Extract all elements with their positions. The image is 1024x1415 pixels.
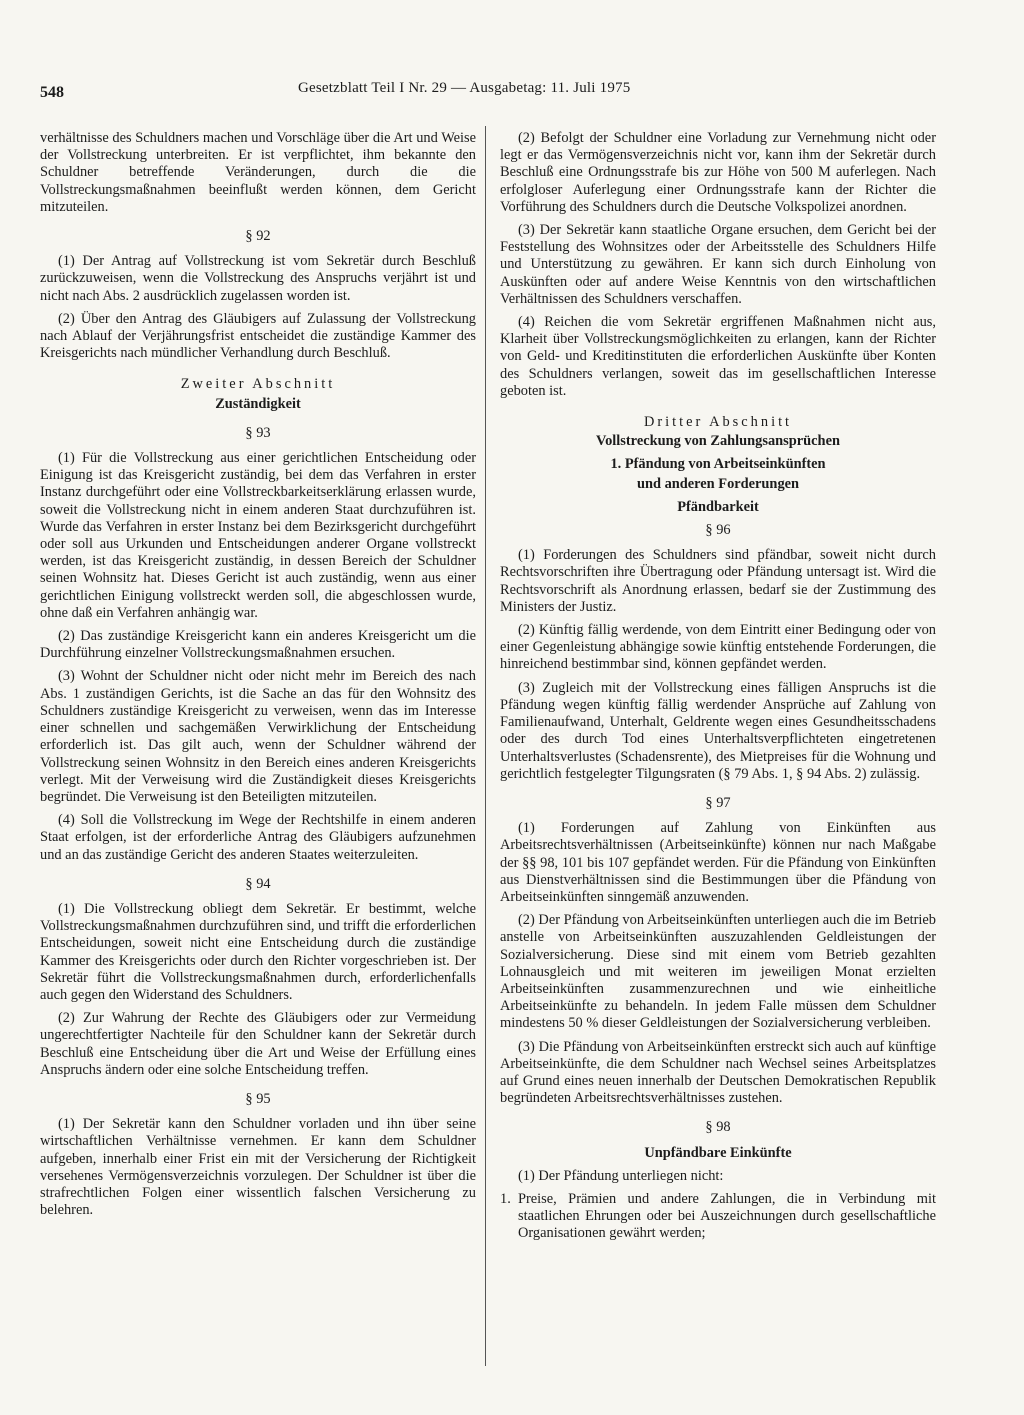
paragraph: (3) Zugleich mit der Vollstreckung eines fälligen Anspruchs ist die Pfändung wegen künftig fällig werdender Ansprüche auf Zahlung von Familienaufwand, Unterhalt, Geldrente wegen eines Gesundheitsschadens oder des durch Tod eines Unterhaltsverpflichteten eingetretenen Unterhaltsverlustes (Schadensrente), des Mietpreises für die Wohnung und gerichtlich festgelegter Tilgungsraten (§ 79 Abs. 1, § 94 Abs. 2) zulässig. <box>500 679 936 782</box>
page-number: 548 <box>40 84 64 101</box>
list-item-number: 1. <box>500 1190 511 1207</box>
paragraph: (3) Der Sekretär kann staatliche Organe ersuchen, dem Gericht bei der Feststellung des Wohnsitzes oder der Arbeitsstelle des Schuldners Hilfe und Unterstützung zu gewähren. Er kann sich durch Einholung von Auskünften oder auf andere Weise Kenntnis von den wirtschaftlichen Verhältnissen des Schuldners verschaffen. <box>500 222 936 307</box>
paragraph: (2) Künftig fällig werdende, von dem Eintritt einer Bedingung oder von einer Gegenleistung abhängige sowie künftig entstehende Forderungen, die hinreichend bestimmbar sind, können gepfändet werden. <box>500 622 936 673</box>
section-98-title: § 98 <box>705 1119 731 1136</box>
subchapter-heading-line2: und anderen Forderungen <box>636 475 800 492</box>
chapter-heading: Vollstreckung von Zahlungsansprüchen <box>596 433 840 450</box>
section-96-title: § 96 <box>705 522 731 539</box>
paragraph: (4) Reichen die vom Sekretär ergriffenen Maßnahmen nicht aus, Klarheit über Vollstreckungsmöglichkeiten zu erlangen, kann der Richter von Geld- und Kreditinstituten die erforderlichen Auskünfte über Konten des Schuldners verlangen, soweit das im gesellschaftlichen Interesse geboten ist. <box>500 314 936 399</box>
paragraph: (1) Für die Vollstreckung aus einer gerichtlichen Entscheidung oder Einigung ist das Kreisgericht zuständig, bei dem das Verfahren in erster Instanz durchgeführt oder eine Vollstreckbarkeitserklärung erlassen wurde, soweit die Vollstreckung nicht in einem anderen Staat durchzuführen ist. Wurde das Verfahren in erster Instanz bei dem Bezirksgericht durchgeführt oder soll aus Urkunden und Entscheidungen anderer Organe vollstreckt werden, ist das Kreisgericht zuständig, in dessen Bereich der Schuldner seinen Wohnsitz hat. Dieses Gericht ist auch zuständig, wenn aus einer gerichtlichen Einigung vollstreckt werden soll, die abgeschlossen wurde, ohne daß ein Verfahren anhängig war. <box>40 450 476 621</box>
subchapter-heading-line1: 1. Pfändung von Arbeitseinkünften <box>610 456 826 473</box>
section-94-title: § 94 <box>245 875 271 892</box>
section-97-title: § 97 <box>705 794 731 811</box>
paragraph: (2) Zur Wahrung der Rechte des Gläubigers oder zur Vermeidung ungerechtfertigter Nachteile für den Schuldner kann der Sekretär durch Beschluß eine Entscheidung über die Art und Weise der Erfüllung eines Anspruchs ändern oder eine solche Entscheidung treffen. <box>40 1010 476 1078</box>
section-95-title: § 95 <box>245 1090 271 1107</box>
paragraph: (1) Der Pfändung unterliegen nicht: <box>518 1167 724 1184</box>
page-header <box>40 80 960 110</box>
left-column <box>40 130 476 1225</box>
paragraph: (4) Soll die Vollstreckung im Wege der Rechtshilfe in einem anderen Staat erfolgen, ist der erforderliche Antrag des Gläubigers aufzunehmen und an das zuständige Gericht des anderen Staates weiterzuleiten. <box>40 812 476 863</box>
paragraph: (1) Forderungen des Schuldners sind pfändbar, soweit nicht durch Rechtsvorschriften ihre Übertragung oder Pfändung untersagt ist. Wird die Rechtsvorschrift als Anordnung erlassen, bedarf sie der Zustimmung des Ministers der Justiz. <box>500 547 936 615</box>
paragraph: (2) Der Pfändung von Arbeitseinkünften unterliegen auch die im Betrieb anstelle von Arbeitseinkünften auszuzahlenden Geldleistungen der Sozialversicherung. Diese sind mit einem vom Betrieb gezahlten Lohnausgleich und mit weiteren im jeweiligen Monat erzielten Arbeitseinkünften zusammenzurechnen und wie einheitliche Arbeitseinkünfte zu behandeln. In jedem Falle müssen dem Schuldner mindestens 50 % dieser Geldleistungen der Sozialversicherung verbleiben. <box>500 912 936 1032</box>
paragraph: (2) Das zuständige Kreisgericht kann ein anderes Kreisgericht um die Durchführung einzelner Vollstreckungsmaßnahmen ersuchen. <box>40 628 476 662</box>
paragraph: (1) Die Vollstreckung obliegt dem Sekretär. Er bestimmt, welche Vollstreckungsmaßnahmen durchzuführen sind, und trifft die erforderlichen Entscheidungen, soweit nicht eine Entscheidung durch die zuständige Kammer des Kreisgerichts oder durch den Richter vorgeschrieben ist. Der Sekretär führt die Vollstreckungsmaßnahmen durch, erforderlichenfalls auch gegen den Widerstand des Schuldners. <box>40 900 476 1003</box>
section-92-title: § 92 <box>245 228 271 245</box>
topic-heading: Unpfändbare Einkünfte <box>644 1144 792 1161</box>
right-column <box>500 130 936 1247</box>
paragraph: (1) Der Antrag auf Vollstreckung ist vom Sekretär durch Beschluß zurückzuweisen, wenn die Vollstreckung des Anspruchs verjährt ist und nicht nach Abs. 2 ausdrücklich zugelassen worden ist. <box>40 253 476 304</box>
list-item-text: Preise, Prämien und andere Zahlungen, die in Verbindung mit staatlichen Ehrungen oder bei Auszeichnungen durch gesellschaftliche Organisationen gewährt werden; <box>518 1190 936 1242</box>
section-93-title: § 93 <box>245 424 271 441</box>
running-head: Gesetzblatt Teil I Nr. 29 — Ausgabetag: 11. Juli 1975 <box>298 80 631 96</box>
list-item <box>500 1191 936 1243</box>
paragraph: (3) Wohnt der Schuldner nicht oder nicht mehr im Bereich des nach Abs. 1 zuständigen Gerichts, ist die Sache an das für den Wohnsitz des Schuldners zuständige Kreisgericht zu verweisen, wenn das im Interesse einer schnellen und sachgemäßen Verwirklichung der Entscheidung erforderlich ist. Das gilt auch, wenn der Schuldner während der Vollstreckung seinen Wohnsitz in den Bereich eines anderen Kreisgerichts verlegt. Mit der Verweisung wird die Zuständigkeit dieses Kreisgerichts begründet. Die Verweisung ist den Beteiligten mitzuteilen. <box>40 668 476 805</box>
paragraph: (1) Forderungen auf Zahlung von Einkünften aus Arbeitsrechtsverhältnissen (Arbeitseinkünfte) können nur nach Maßgabe der §§ 98, 101 bis 107 gepfändet werden. Für die Pfändung von Einkünften aus Dienstverhältnissen sind die Bestimmungen über die Pfändung von Arbeitseinkünften sinngemäß anzuwenden. <box>500 820 936 905</box>
paragraph: (3) Die Pfändung von Arbeitseinkünften erstreckt sich auch auf künftige Arbeitseinkünfte, die dem Schuldner nach Wechsel seines Arbeitsplatzes auf Grund eines neuen innerhalb der Deutschen Demokratischen Republik begründeten Arbeitsrechtsverhältnisses zustehen. <box>500 1038 936 1107</box>
column-divider <box>485 126 486 1366</box>
topic-heading: Pfändbarkeit <box>677 498 759 515</box>
abschnitt-title: Zweiter Abschnitt <box>180 376 336 393</box>
paragraph: verhältnisse des Schuldners machen und Vorschläge über die Art und Weise der Vollstreckung unterbreiten. Er ist verpflichtet, ihm bekannte den Schuldner betreffende Veränderungen, durch die die Vollstreckungsmaßnahmen beeinflußt werden können, dem Gericht mitzuteilen. <box>40 130 476 215</box>
paragraph: (2) Befolgt der Schuldner eine Vorladung zur Vernehmung nicht oder legt er das Vermögensverzeichnis nicht vor, kann ihm der Sekretär durch Beschluß eine Ordnungsstrafe bis zur Höhe von 500 M auferlegen. Nach erfolgloser Auferlegung einer Ordnungsstrafe kann der Richter die Vorführung des Schuldners durch die Deutsche Volkspolizei anordnen. <box>500 130 936 215</box>
chapter-heading: Zuständigkeit <box>215 395 301 412</box>
paragraph: (1) Der Sekretär kann den Schuldner vorladen und ihn über seine wirtschaftlichen Verhältnisse vernehmen. Er kann dem Schuldner aufgeben, innerhalb einer Frist ein mit der Versicherung der Richtigkeit versehenes Vermögensverzeichnis vorzulegen. Der Schuldner ist über die strafrechtlichen Folgen einer wissentlich falschen Versicherung zu belehren. <box>40 1116 476 1219</box>
abschnitt-title: Dritter Abschnitt <box>643 414 793 431</box>
paragraph: (2) Über den Antrag des Gläubigers auf Zulassung der Vollstreckung nach Ablauf der Verjährungsfrist entscheidet die zuständige Kammer des Kreisgerichts nach mündlicher Verhandlung durch Beschluß. <box>40 310 476 362</box>
